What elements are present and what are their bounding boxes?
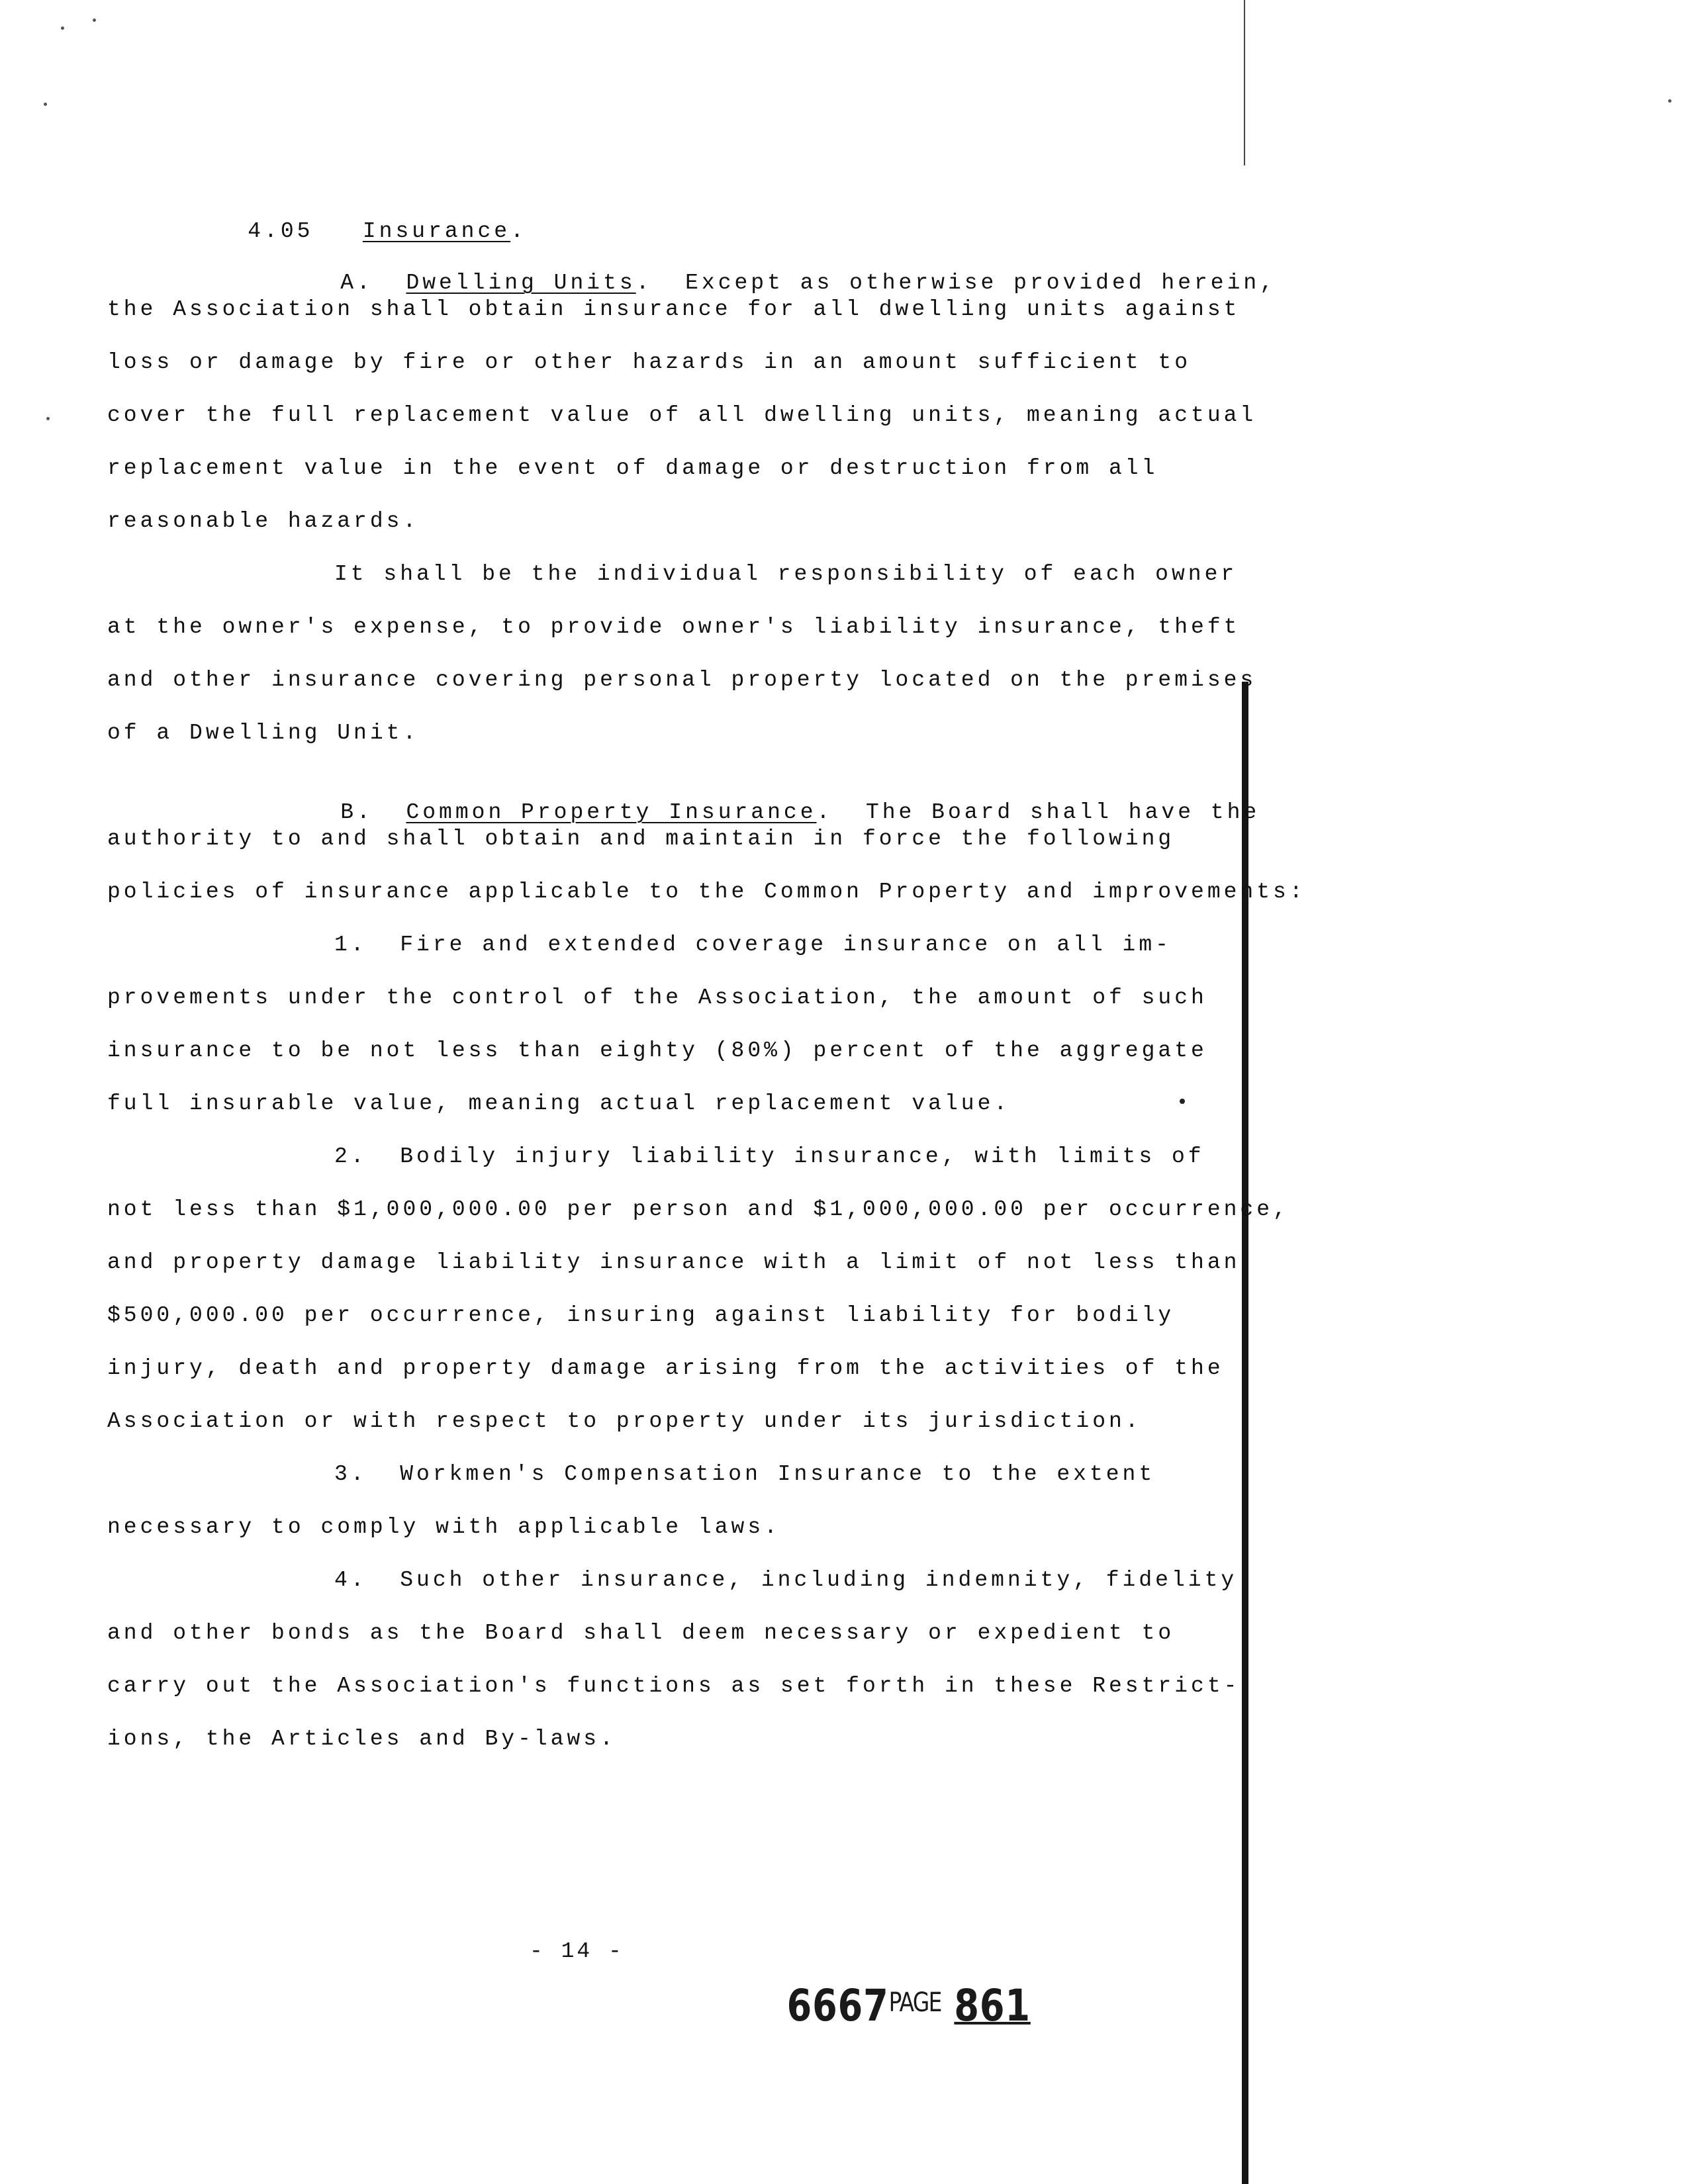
paragraph-line: carry out the Association's functions as set forth in these Restrict- [107, 1674, 1241, 1698]
scan-speck [1180, 1099, 1185, 1104]
list-item-first-line: 1. Fire and extended coverage insurance on all im- [334, 933, 1172, 957]
scan-speck [61, 26, 64, 30]
section-number: 4.05 [248, 219, 314, 244]
subsection-a-heading: Dwelling Units [406, 271, 636, 295]
paragraph-line: policies of insurance applicable to the Common Property and improvements: [107, 880, 1306, 904]
paragraph-line: necessary to comply with applicable laws. [107, 1515, 780, 1539]
subsection-a-first-line-text: . Except as otherwise provided herein, [635, 271, 1277, 295]
paragraph-line: authority to and shall obtain and maintain in force the following [107, 827, 1175, 851]
section-title: Insurance [362, 219, 511, 244]
paragraph-line: insurance to be not less than eighty (80%) percent of the aggregate [107, 1038, 1207, 1063]
list-item-first-line: 4. Such other insurance, including indemnity, fidelity [334, 1568, 1238, 1592]
paragraph-line: and other insurance covering personal property located on the premises [107, 668, 1257, 692]
paragraph-line: cover the full replacement value of all dwelling units, meaning actual [107, 403, 1257, 428]
paragraph-line: and other bonds as the Board shall deem necessary or expedient to [107, 1621, 1175, 1645]
subsection-b-first-line-text: . The Board shall have the [816, 800, 1260, 825]
scan-speck [44, 103, 47, 106]
paragraph-line: provements under the control of the Association, the amount of such [107, 985, 1207, 1010]
paragraph-line: loss or damage by fire or other hazards in an amount sufficient to [107, 350, 1192, 375]
stamp-book-number: 6667 [786, 1980, 889, 2031]
list-item-first-line: 2. Bodily injury liability insurance, with limits of [334, 1144, 1205, 1169]
scan-speck [93, 19, 96, 22]
subsection-b-heading: Common Property Insurance [406, 800, 817, 825]
paragraph-line: the Association shall obtain insurance for all dwelling units against [107, 297, 1241, 322]
paragraph-line: Association or with respect to property under its jurisdiction. [107, 1409, 1142, 1433]
subsection-b-label: B. [340, 800, 373, 825]
scan-edge-shadow [1242, 682, 1248, 2184]
paragraph-first-line: It shall be the individual responsibility of each owner [334, 562, 1238, 586]
subsection-a-label: A. [340, 271, 373, 295]
paragraph-line: of a Dwelling Unit. [107, 721, 420, 745]
scan-speck [1668, 99, 1671, 103]
paragraph-line: reasonable hazards. [107, 509, 420, 533]
paragraph-line: ions, the Articles and By-laws. [107, 1727, 616, 1751]
scan-edge-line-top [1244, 0, 1245, 165]
stamp-page-word: PAGE [888, 1987, 941, 2018]
paragraph-line: and property damage liability insurance with a limit of not less than [107, 1250, 1241, 1275]
scan-speck [46, 417, 50, 420]
paragraph-line: $500,000.00 per occurrence, insuring against liability for bodily [107, 1303, 1175, 1328]
recording-stamp [735, 1929, 1031, 2082]
paragraph-line: not less than $1,000,000.00 per person and $1,000,000.00 per occurrence, [107, 1197, 1289, 1222]
section-title-period: . [510, 219, 527, 244]
paragraph-line: injury, death and property damage arising from the activities of the [107, 1356, 1224, 1381]
page-number: - 14 - [530, 1939, 624, 1964]
paragraph-line: full insurable value, meaning actual replacement value. [107, 1091, 1011, 1116]
list-item-first-line: 3. Workmen's Compensation Insurance to the extent [334, 1462, 1156, 1486]
stamp-page-number: 861 [954, 1980, 1031, 2031]
paragraph-line: replacement value in the event of damage or destruction from all [107, 456, 1158, 480]
paragraph-line: at the owner's expense, to provide owner's liability insurance, theft [107, 615, 1241, 639]
